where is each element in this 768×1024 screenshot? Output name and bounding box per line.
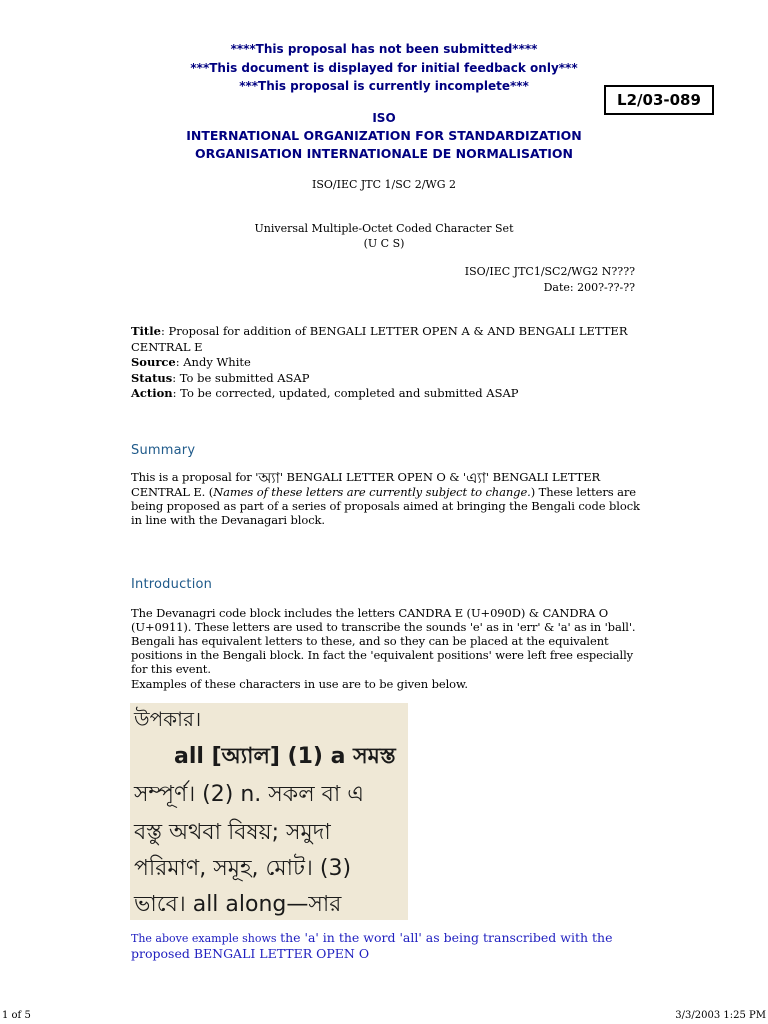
summary-text-c: ' BENGALI LETTER CENTRAL E. (: [131, 470, 601, 499]
working-group: ISO/IEC JTC 1/SC 2/WG 2: [312, 178, 456, 191]
example-line: বস্তু অথবা বিষয়; সমুদা: [134, 820, 331, 845]
summary-paragraph: [131, 470, 651, 527]
meta-source-label: Source: [131, 355, 176, 369]
ucs-abbreviation: (U C S): [363, 237, 405, 250]
meta-action-value: : To be corrected, updated, completed and submitted ASAP: [172, 386, 519, 400]
example-line: all [অ্যাল] (1) a সমস্ত: [174, 744, 396, 769]
notice-not-submitted: ****This proposal has not been submitted****: [230, 42, 538, 56]
org-abbreviation: ISO: [372, 111, 396, 125]
notice-feedback-only: ***This document is displayed for initial feedback only***: [190, 61, 578, 75]
meta-status-label: Status: [131, 370, 173, 385]
summary-text-a: This is a proposal for ': [131, 470, 259, 484]
example-caption: [131, 930, 651, 962]
document-date: Date: 200?-??-??: [543, 281, 635, 294]
bengali-open-o-glyph: অ্যা: [258, 469, 280, 487]
summary-heading: Summary: [131, 443, 196, 458]
dictionary-example-image: [130, 703, 408, 920]
caption-lead: The above example shows: [131, 932, 281, 945]
meta-action-label: Action: [131, 386, 173, 400]
meta-title-label: Title: [131, 324, 161, 338]
meta-status: [131, 371, 631, 387]
example-line: পরিমাণ, সমূহ, মোট। (3): [134, 856, 352, 881]
introduction-heading: Introduction: [131, 577, 213, 592]
summary-text-b: ' BENGALI LETTER OPEN O & ': [279, 470, 466, 484]
document-number: ISO/IEC JTC1/SC2/WG2 N????: [464, 265, 635, 278]
ucs-title: Universal Multiple-Octet Coded Character Set: [254, 222, 514, 235]
meta-source-value: : Andy White: [175, 355, 251, 369]
introduction-paragraph-2: Examples of these characters in use are to be given below.: [131, 677, 468, 691]
summary-text-d: ) These letters are being proposed as part of a series of proposals aimed at bringing the Bengali code block in line with the Devanagari block.: [131, 485, 640, 527]
page-counter: 1 of 5: [2, 1010, 31, 1021]
summary-italic-note: Names of these letters are currently subject to change.: [213, 485, 531, 499]
bengali-central-e-glyph: এ্যা: [465, 469, 486, 487]
example-line: উপকার।: [134, 707, 202, 731]
notice-incomplete: ***This proposal is currently incomplete***: [239, 79, 529, 93]
org-name-french: ORGANISATION INTERNATIONALE DE NORMALISATION: [194, 146, 574, 161]
meta-status-value: : To be submitted ASAP: [172, 370, 310, 385]
caption-main: the 'a' in the word 'all' as being transcribed with the proposed BENGALI LETTER OPEN O: [131, 930, 613, 961]
meta-block: [131, 324, 631, 402]
document-reference: L2/03-089: [617, 91, 701, 109]
meta-title-value: : Proposal for addition of BENGALI LETTER OPEN A & AND BENGALI LETTER CENTRAL E: [131, 324, 628, 354]
org-name-english: INTERNATIONAL ORGANIZATION FOR STANDARDIZATION: [186, 128, 582, 143]
introduction-paragraph-1: The Devanagri code block includes the letters CANDRA E (U+090D) & CANDRA O (U+0911). These letters are used to transcribe the sounds 'e' as in 'err' & 'a' as in 'ball'. Bengali has equivalent letters to these, and so they can be placed at the equivalent positions in the Bengali block. In fact the 'equivalent positions' were left free especially for this event.: [131, 606, 636, 676]
meta-source: [131, 355, 631, 371]
meta-action: [131, 386, 631, 402]
print-timestamp: 3/3/2003 1:25 PM: [675, 1010, 766, 1021]
example-line: ভাবে। all along—সার: [134, 892, 342, 917]
example-line: সম্পূর্ণ। (2) n. সকল বা এ: [134, 782, 364, 807]
meta-title: [131, 324, 631, 355]
